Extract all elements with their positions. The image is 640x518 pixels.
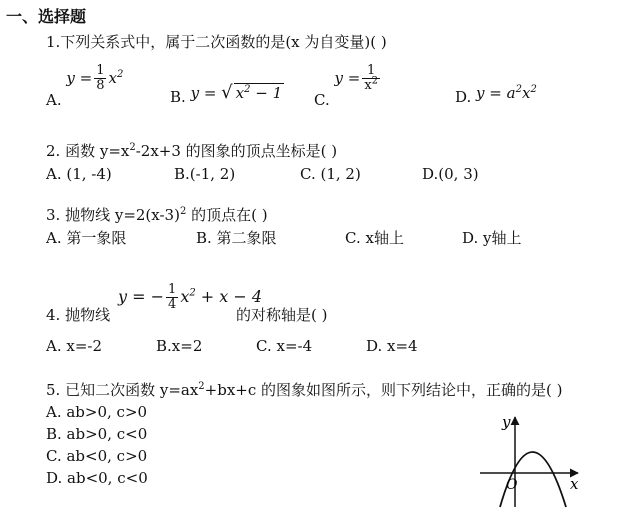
q1-option-c[interactable] bbox=[314, 63, 382, 109]
q2-stem: 2. 函数 $y=x^2-2x+3$ 的图象的顶点坐标是( ) bbox=[46, 142, 338, 160]
q1-option-c-formula: y = $\frac{1}{x^2}$ bbox=[334, 63, 379, 93]
q4-option-b[interactable]: B.x=2 bbox=[156, 337, 203, 355]
q1-option-a[interactable] bbox=[46, 63, 124, 109]
q2-option-a[interactable]: A. (1, -4) bbox=[46, 165, 112, 183]
q1-option-b-label: B. bbox=[170, 88, 186, 106]
q1-option-a-formula: y = $\frac{1}{8}$ $x^2$ bbox=[66, 63, 124, 93]
q5-option-a[interactable]: A. ab>0, c>0 bbox=[46, 403, 148, 421]
q2-option-c[interactable]: C. (1, 2) bbox=[300, 165, 361, 183]
section-title: 一、选择题 bbox=[6, 7, 87, 26]
q2-option-b[interactable]: B.(-1, 2) bbox=[174, 165, 236, 183]
q4-stem-suffix: 的对称轴是( ) bbox=[236, 306, 328, 324]
x-axis-label: x bbox=[570, 475, 579, 493]
q5-option-b[interactable]: B. ab>0, c<0 bbox=[46, 425, 148, 443]
q4-option-c[interactable]: C. x=-4 bbox=[256, 337, 313, 355]
q1-option-c-label: C. bbox=[314, 90, 330, 109]
q3-option-a[interactable]: A. 第一象限 bbox=[46, 229, 127, 247]
q5-option-c[interactable]: C. ab<0, c>0 bbox=[46, 447, 148, 465]
q5-stem: 5. 已知二次函数 $y=ax^2+bx+c$ 的图象如图所示，则下列结论中，正确的是( ) bbox=[46, 381, 563, 399]
q5-option-d[interactable]: D. ab<0, c<0 bbox=[46, 469, 148, 487]
q4-formula: y = − $\frac{1}{4}$ $x^2 + x - 4$ bbox=[118, 282, 263, 312]
q1-option-b-formula: y = √ $x^2 - 1$ bbox=[190, 82, 283, 103]
q4-stem-prefix: 4. 抛物线 bbox=[46, 306, 111, 324]
q3-option-d[interactable]: D. y轴上 bbox=[462, 229, 522, 247]
q1-option-d[interactable] bbox=[455, 84, 537, 106]
q1-option-d-formula: $y = a^2x^2$ bbox=[476, 84, 537, 102]
q1-option-a-label: A. bbox=[46, 90, 62, 109]
y-axis-label: y bbox=[502, 413, 511, 431]
q4-option-a[interactable]: A. x=-2 bbox=[46, 337, 103, 355]
origin-label: O bbox=[506, 477, 518, 493]
q1-option-d-label: D. bbox=[455, 88, 472, 106]
q1-option-b[interactable] bbox=[170, 82, 284, 106]
q3-stem: 3. 抛物线 $y=2(x-3)^2$ 的顶点在( ) bbox=[46, 206, 268, 224]
q4-option-d[interactable]: D. x=4 bbox=[366, 337, 418, 355]
q3-option-c[interactable]: C. x轴上 bbox=[345, 229, 404, 247]
q3-option-b[interactable]: B. 第二象限 bbox=[196, 229, 277, 247]
q2-option-d[interactable]: D.(0, 3) bbox=[422, 165, 479, 183]
parabola-graph bbox=[470, 405, 590, 515]
q1-stem: 1.下列关系式中，属于二次函数的是(x 为自变量)( ) bbox=[46, 33, 387, 51]
